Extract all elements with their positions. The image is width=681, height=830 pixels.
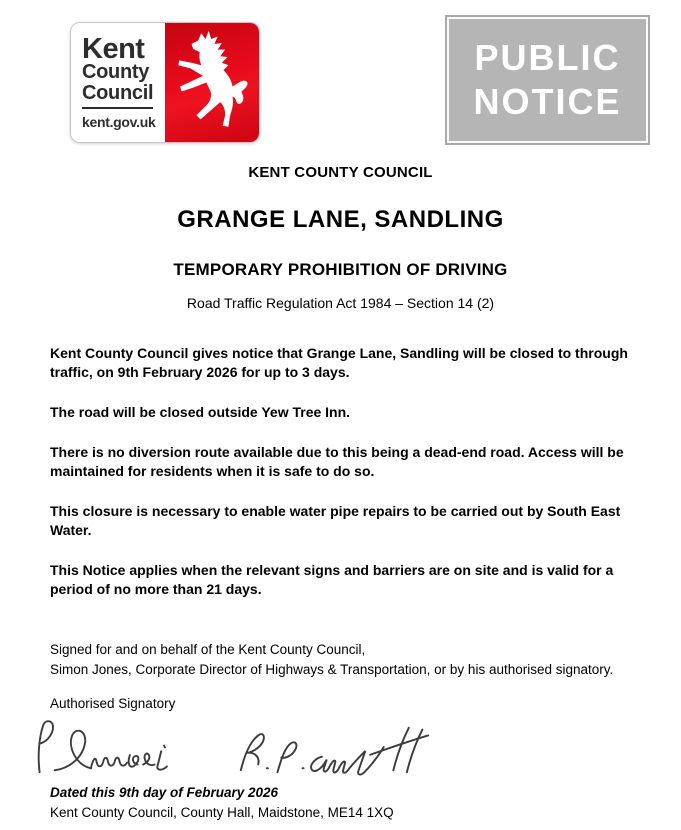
- notice-footer: [50, 783, 681, 823]
- notice-headings: [0, 164, 681, 311]
- signatures-row: [32, 714, 681, 776]
- invicta-horse-icon: [171, 25, 253, 140]
- signed-on-behalf-block: [50, 640, 651, 680]
- notice-body: [50, 344, 649, 599]
- kent-county-council-logo: [70, 22, 260, 143]
- stamp-line-notice: NOTICE: [473, 81, 622, 122]
- address-line: Kent County Council, County Hall, Maidstone, ME14 1XQ: [50, 805, 394, 820]
- stamp-line-public: PUBLIC: [474, 37, 621, 78]
- notice-paragraph: This closure is necessary to enable water pipe repairs to be carried out by South East Water.: [50, 503, 621, 538]
- logo-red-panel: [165, 23, 259, 142]
- notice-paragraph: Kent County Council gives notice that Grange Lane, Sandling will be closed to through traffic, on 9th February 2026 for up to 3 days.: [50, 345, 628, 380]
- logo-word-kent: Kent: [82, 33, 145, 65]
- logo-word-council-underline: [82, 83, 153, 109]
- public-notice-stamp: [447, 17, 648, 143]
- signature-1: [32, 717, 184, 776]
- signed-line-2: Simon Jones, Corporate Director of Highways & Transportation, or by his authorised signatory.: [50, 662, 614, 677]
- notice-paragraph: There is no diversion route available due to this being a dead-end road. Access will be maintained for residents when it is safe to do so.: [50, 444, 624, 479]
- logo-word-council: Council: [82, 82, 154, 104]
- notice-paragraph: The road will be closed outside Yew Tree Inn.: [50, 404, 351, 420]
- signed-line-1: Signed for and on behalf of the Kent County Council,: [50, 642, 366, 657]
- authority-heading: KENT COUNTY COUNCIL: [248, 164, 433, 181]
- dated-line: Dated this 9th day of February 2026: [50, 785, 279, 800]
- order-title-heading: TEMPORARY PROHIBITION OF DRIVING: [173, 260, 508, 279]
- signature-2: [236, 720, 431, 776]
- authorised-signatory-label: Authorised Signatory: [50, 696, 176, 711]
- logo-website: kent.gov.uk: [82, 114, 156, 130]
- notice-paragraph: This Notice applies when the relevant signs and barriers are on site and is valid for a period of no more than 21 days.: [50, 562, 614, 597]
- logo-wordmark: [71, 23, 165, 142]
- logo-word-county: County: [82, 61, 150, 83]
- notice-header: [0, 0, 681, 143]
- act-reference: Road Traffic Regulation Act 1984 – Section 14 (2): [186, 295, 495, 311]
- road-name-heading: GRANGE LANE, SANDLING: [177, 206, 504, 233]
